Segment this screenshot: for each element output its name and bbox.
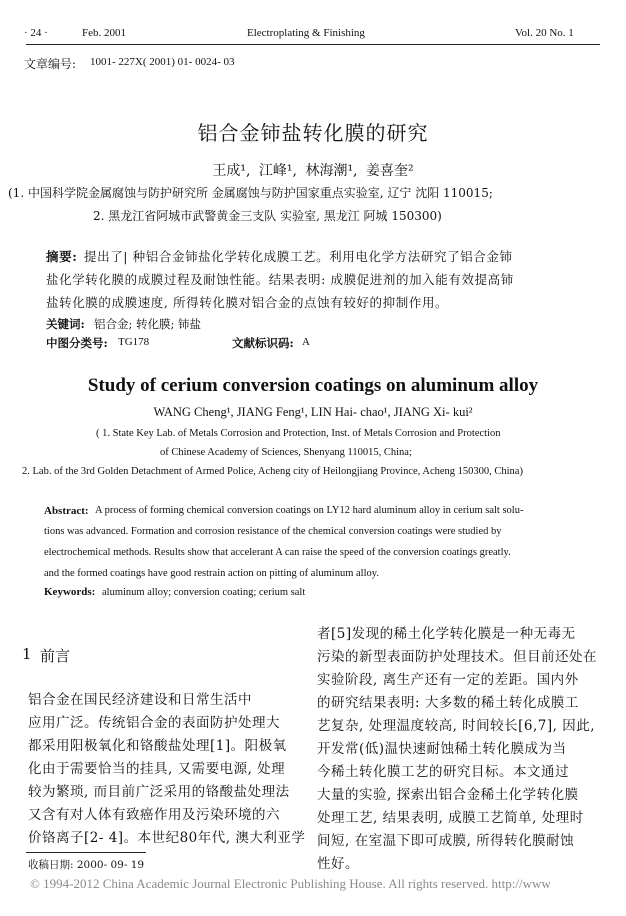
clc-number: TG178 [118, 336, 150, 348]
affiliation-cn-2: 2. 黑龙江省阿城市武警黄金三支队 实验室, 黑龙江 阿城 150300) [93, 209, 442, 223]
affiliation-en-2: of Chinese Academy of Sciences, Shenyang 110015, China; [160, 447, 412, 458]
abstract-en-line: electrochemical methods. Results show that accelerant A can raise the speed of the conversion coatings greatly. [44, 547, 511, 558]
abstract-cn-line: 盐化学转化膜的成膜过程及耐蚀性能。结果表明: 成膜促进剂的加入能有效提高铈 [46, 272, 514, 287]
document-code: A [302, 336, 310, 348]
authors-en: WANG Cheng¹, JIANG Feng¹, LIN Hai- chao¹, JIANG Xi- kui² [153, 405, 473, 419]
authors-cn: 王成¹, 江峰¹, 林海潮¹, 姜喜奎² [212, 163, 414, 179]
header-rule [26, 44, 600, 45]
article-number: 1001- 227X( 2001) 01- 0024- 03 [90, 56, 235, 68]
abstract-en-line: tions was advanced. Formation and corrosion resistance of the chemical conversion coatings were studied by [44, 526, 502, 537]
section-number: 1 [22, 645, 32, 663]
body-right-line: 者[5]发现的稀土化学转化膜是一种无毒无 [317, 626, 576, 642]
keywords-en-label: Keywords: [44, 586, 96, 598]
abstract-en-line: and the formed coatings have good restrain action on pitting of aluminum alloy. [44, 568, 379, 579]
abstract-cn-line: 盐转化膜的成膜速度, 所得转化膜对铝合金的点蚀有较好的抑制作用。 [46, 295, 449, 310]
keywords-en: aluminum alloy; conversion coating; cerium salt [102, 587, 306, 598]
keywords-cn: 铝合金; 转化膜; 铈盐 [94, 317, 202, 331]
journal-name: Electroplating & Finishing [247, 27, 365, 39]
body-left-line: 较为繁琐, 而目前广泛采用的铬酸盐处理法 [28, 784, 290, 800]
body-left-line: 应用广泛。传统铝合金的表面防护处理大 [28, 715, 280, 731]
page-number: · 24 · [24, 27, 48, 39]
copyright-notice: © 1994-2012 China Academic Journal Electronic Publishing House. All rights reserved. http://www [30, 876, 551, 891]
article-number-label: 文章编号: [24, 57, 77, 71]
body-right-line: 性好。 [317, 856, 359, 872]
title-cn: 铝合金铈盐转化膜的研究 [197, 121, 429, 145]
abstract-cn-label: 摘要: [46, 249, 78, 264]
volume-info: Vol. 20 No. 1 [515, 27, 574, 39]
body-right-line: 开发常(低)温快速耐蚀稀土转化膜成为当 [317, 741, 567, 757]
body-right-line: 的研究结果表明: 大多数的稀土转化成膜工 [317, 695, 579, 711]
body-right-line: 间短, 在室温下即可成膜, 所得转化膜耐蚀 [317, 833, 575, 849]
issue-date: Feb. 2001 [82, 27, 126, 39]
document-code-label: 文献标识码: [232, 336, 294, 350]
body-right-line: 污染的新型表面防护处理技术。但目前还处在 [317, 649, 597, 665]
keywords-cn-label: 关键词: [46, 317, 85, 331]
body-left-line: 化由于需要恰当的挂具, 又需要电源, 处理 [28, 761, 286, 777]
abstract-en-line: A process of forming chemical conversion coatings on LY12 hard aluminum alloy in cerium salt solu- [95, 505, 524, 516]
body-right-line: 处理工艺, 结果表明, 成膜工艺简单, 处理时 [317, 810, 584, 826]
body-left-line: 铝合金在国民经济建设和日常生活中 [28, 692, 252, 708]
body-right-line: 今稀土转化膜工艺的研究目标。本文通过 [317, 764, 569, 780]
received-date: 收稿日期: 2000- 09- 19 [28, 859, 145, 871]
body-left-line: 价铬离子[2- 4]。本世纪80年代, 澳大利亚学 [28, 830, 306, 846]
abstract-cn-line: 提出了| 种铝合金铈盐化学转化成膜工艺。利用电化学方法研究了铝合金铈 [84, 249, 513, 264]
body-left-line: 都采用阳极氧化和铬酸盐处理[1]。阳极氧 [28, 738, 287, 754]
section-title: 前言 [40, 647, 71, 665]
footnote-rule [26, 852, 146, 853]
abstract-en-label: Abstract: [44, 505, 89, 517]
body-right-line: 实验阶段, 离生产还有一定的差距。国内外 [317, 672, 579, 688]
clc-label: 中图分类号: [46, 336, 108, 350]
affiliation-en-3: 2. Lab. of the 3rd Golden Detachment of Armed Police, Acheng city of Heilongjiang Province, Acheng 150300, China) [22, 466, 523, 477]
body-left-line: 又含有对人体有致癌作用及污染环境的六 [28, 807, 280, 823]
title-en: Study of cerium conversion coatings on aluminum alloy [87, 375, 539, 396]
affiliation-cn-1: (1. 中国科学院金属腐蚀与防护研究所 金属腐蚀与防护国家重点实验室, 辽宁 沈阳 110015; [8, 186, 493, 200]
body-right-line: 大量的实验, 探索出铝合金稀土化学转化膜 [317, 787, 579, 803]
affiliation-en-1: ( 1. State Key Lab. of Metals Corrosion and Protection, Inst. of Metals Corrosion and Protection [96, 428, 501, 439]
body-right-line: 艺复杂, 处理温度较高, 时间较长[6,7], 因此, [317, 718, 596, 734]
